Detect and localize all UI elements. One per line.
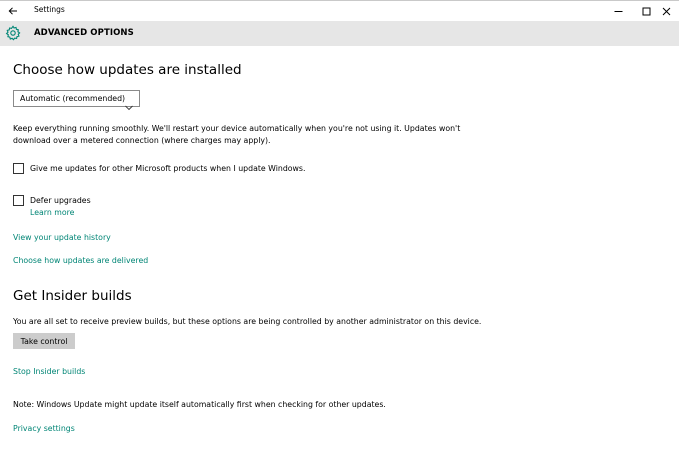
learn-more-link[interactable]: Learn more <box>30 208 75 217</box>
update-history-link[interactable]: View your update history <box>13 233 111 242</box>
other-products-label: Give me updates for other Microsoft products when I update Windows. <box>30 164 306 173</box>
chevron-down-icon <box>125 96 133 102</box>
take-control-button[interactable]: Take control <box>13 333 75 349</box>
defer-upgrades-checkbox[interactable] <box>13 195 24 206</box>
updates-description: Keep everything running smoothly. We'll restart your device automatically when you're not using it. Updates won't download over a metered connection (where charges may apply). <box>13 124 461 145</box>
page-title: ADVANCED OPTIONS <box>34 28 134 38</box>
other-products-checkbox[interactable] <box>13 163 24 174</box>
minimize-button[interactable] <box>604 1 632 20</box>
update-delivery-link[interactable]: Choose how updates are delivered <box>13 256 149 265</box>
title-bar <box>0 1 679 21</box>
defer-upgrades-label: Defer upgrades <box>30 196 91 205</box>
window-title: Settings <box>34 5 65 14</box>
close-button[interactable] <box>652 1 679 20</box>
page-header <box>0 21 679 46</box>
dropdown-selected-value: Automatic (recommended) <box>20 94 126 103</box>
stop-insider-link[interactable]: Stop Insider builds <box>13 367 86 376</box>
privacy-settings-link[interactable]: Privacy settings <box>13 424 75 433</box>
gear-icon <box>5 25 21 41</box>
back-arrow-icon <box>8 1 18 20</box>
insider-heading: Get Insider builds <box>13 288 132 304</box>
updates-heading: Choose how updates are installed <box>13 62 242 78</box>
minimize-icon <box>614 1 623 20</box>
content-area <box>0 46 679 460</box>
maximize-icon <box>642 1 651 20</box>
close-icon <box>662 1 671 20</box>
update-note: Note: Windows Update might update itself automatically first when checking for other updates. <box>13 400 386 409</box>
install-mode-dropdown[interactable] <box>13 90 140 107</box>
back-button[interactable] <box>4 2 22 19</box>
insider-description: You are all set to receive preview builds, but these options are being controlled by another administrator on this device. <box>13 317 482 326</box>
